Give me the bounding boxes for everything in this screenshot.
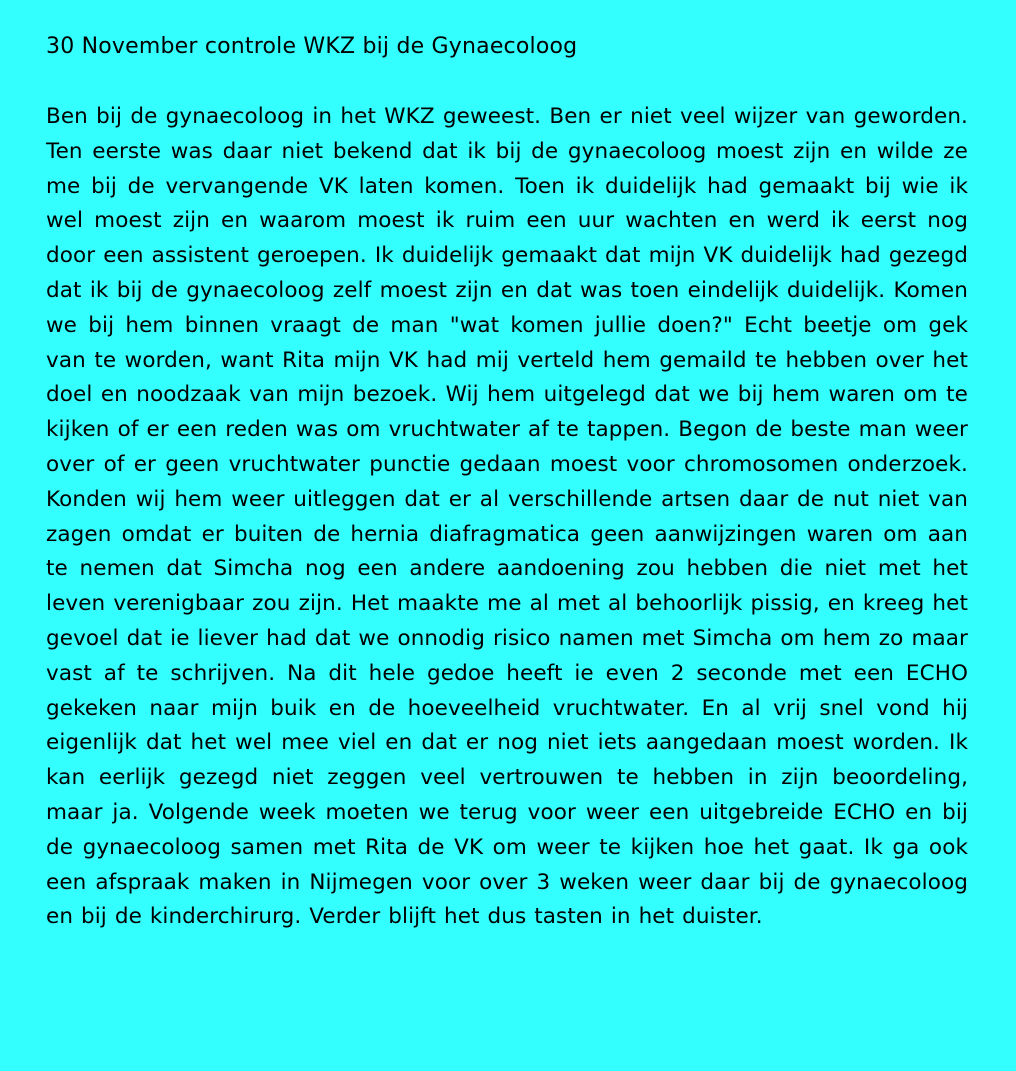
entry-body: Ben bij de gynaecoloog in het WKZ geweest. Ben er niet veel wijzer van geworden. Ten eerste was daar niet bekend dat ik bij de gynaecoloog moest zijn en wilde ze me bij de vervangende VK laten komen. Toen ik duidelijk had gemaakt bij wie ik wel moest zijn en waarom moest ik ruim een uur wachten en werd ik eerst nog door een assistent geroepen. Ik duidelijk gemaakt dat mijn VK duidelijk had gezegd dat ik bij de gynaecoloog zelf moest zijn en dat was toen eindelijk duidelijk. Komen we bij hem binnen vraagt de man "wat komen jullie doen?" Echt beetje om gek van te worden, want Rita mijn VK had mij verteld hem gemaild te hebben over het doel en noodzaak van mijn bezoek. Wij hem uitgelegd dat we bij hem waren om te kijken of er een reden was om vruchtwater af te tappen. Begon de beste man weer over of er geen vruchtwater punctie gedaan moest voor chromosomen onderzoek. Konden wij hem weer uitleggen dat er al verschillende artsen daar de nut niet van zagen omdat er buiten de hernia diafragmatica geen aanwijzingen waren om aan te nemen dat Simcha nog een andere aandoening zou hebben die niet met het leven verenigbaar zou zijn. Het maakte me al met al behoorlijk pissig, en kreeg het gevoel dat ie liever had dat we onnodig risico namen met Simcha om hem zo maar vast af te schrijven. Na dit hele gedoe heeft ie even 2 seconde met een ECHO gekeken naar mijn buik en de hoeveelheid vruchtwater. En al vrij snel vond hij eigenlijk dat het wel mee viel en dat er nog niet iets aangedaan moest worden. Ik kan eerlijk gezegd niet zeggen veel vertrouwen te hebben in zijn beoordeling, maar ja. Volgende week moeten we terug voor weer een uitgebreide ECHO en bij de gynaecoloog samen met Rita de VK om weer te kijken hoe het gaat. Ik ga ook een afspraak maken in Nijmegen voor over 3 weken weer daar bij de gynaecoloog en bij de kinderchirurg. Verder blijft het dus tasten in het duister. [46, 104, 968, 930]
entry-title: 30 November controle WKZ bij de Gynaecoloog [46, 34, 578, 59]
